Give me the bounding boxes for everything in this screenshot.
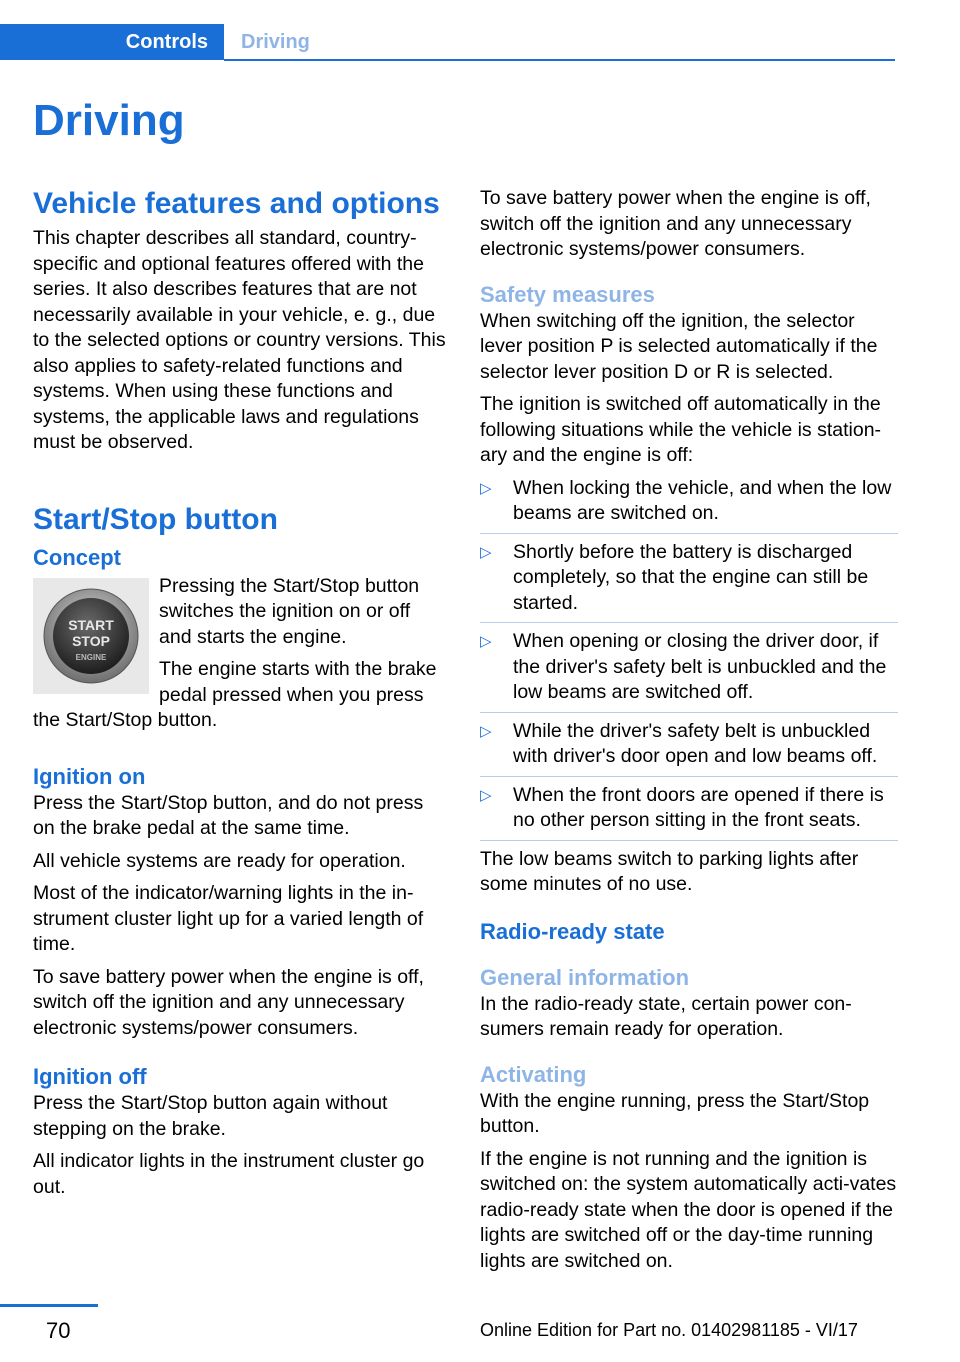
bullet-list — [480, 476, 898, 841]
paragraph: Press the Start/Stop button again without stepping on the brake. — [33, 1092, 388, 1140]
section-heading-start-stop: Start/Stop button — [33, 502, 278, 536]
svg-text:ENGINE: ENGINE — [75, 652, 107, 662]
paragraph: In the radio-ready state, certain power con-sumers remain ready for operation. — [480, 992, 852, 1040]
page-number: 70 — [46, 1318, 71, 1343]
paragraph: If the engine is not running and the ignition is switched on: the system automatically acti-vates radio-ready state when the door is opened if the lights are switched off or the day-time running lights are switched on. — [480, 1147, 897, 1272]
paragraph: Most of the indicator/warning lights in the in-strument cluster light up for a varied length of time. — [33, 882, 424, 955]
page-title: Driving — [33, 96, 185, 145]
subheading-activating: Activating — [480, 1061, 587, 1087]
right-column — [480, 186, 898, 1281]
subheading-concept: Concept — [33, 544, 121, 570]
paragraph: With the engine running, press the Start/Stop button. — [480, 1089, 870, 1137]
header-bar — [0, 24, 895, 62]
triangle-bullet-icon: ▷ — [480, 786, 492, 804]
paragraph: The ignition is switched off automatically in the following situations while the vehicle is station-ary and the engine is off: — [480, 393, 882, 466]
svg-text:STOP: STOP — [72, 632, 110, 649]
list-item: ▷ When the front doors are opened if there is no other person sitting in the front seats. — [480, 783, 898, 841]
subheading-radio-ready: Radio-ready state — [480, 918, 665, 944]
triangle-bullet-icon: ▷ — [480, 633, 492, 650]
triangle-bullet-icon: ▷ — [480, 543, 492, 561]
paragraph: This chapter describes all standard, country-specific and optional features offered with the series. It also describes features that are not necessarily available in your vehicle, e. g., due to the selected options or country versions. This also applies to safety-related functions and systems. When using these functions and systems, the applicable laws and regulations must be observed. — [33, 227, 446, 453]
svg-text:START: START — [68, 616, 114, 633]
subheading-ignition-on: Ignition on — [33, 763, 146, 789]
paragraph: Pressing the Start/Stop button switches the ignition on or off and starts the engine. — [159, 574, 420, 648]
triangle-bullet-icon: ▷ — [480, 479, 492, 497]
paragraph: To save battery power when the engine is off, switch off the ignition and any unnecessary electronic systems/power consumers. — [33, 965, 424, 1039]
concept-block — [33, 574, 448, 741]
paragraph: When switching off the ignition, the selector lever position P is selected automatically if the selector lever position D or R is selected. — [480, 309, 878, 383]
list-item: ▷ While the driver's safety belt is unbuckled with driver's door open and low beams off. — [480, 719, 898, 777]
header-divider — [224, 59, 895, 61]
paragraph: The engine starts with the brake pedal pressed when you press the Start/Stop button. — [33, 658, 437, 731]
triangle-bullet-icon: ▷ — [480, 722, 492, 740]
tab-driving[interactable]: Driving — [241, 30, 310, 53]
section-heading-vehicle-features: Vehicle features and options — [33, 187, 440, 220]
subheading-ignition-off: Ignition off — [33, 1064, 147, 1089]
start-stop-button-image — [33, 578, 149, 694]
subheading-safety-measures: Safety measures — [480, 281, 655, 307]
list-item: ▷ Shortly before the battery is discharged completely, so that the engine can still be started. — [480, 540, 898, 624]
subheading-general-information: General information — [480, 964, 690, 990]
paragraph: Press the Start/Stop button, and do not press on the brake pedal at the same time. — [33, 791, 424, 839]
edition-text: Online Edition for Part no. 01402981185 - VI/17 — [480, 1320, 858, 1340]
paragraph: To save battery power when the engine is off, switch off the ignition and any unnecessary electronic systems/power consumers. — [480, 187, 871, 260]
paragraph: All vehicle systems are ready for operation. — [33, 849, 406, 872]
list-item: ▷ When opening or closing the driver door, if the driver's safety belt is unbuckled and the low beams are switched off. — [480, 629, 898, 713]
list-item: ▷ When locking the vehicle, and when the low beams are switched on. — [480, 476, 898, 534]
paragraph: All indicator lights in the instrument cluster go out. — [33, 1150, 425, 1198]
footer-divider — [0, 1304, 98, 1307]
left-column — [33, 186, 448, 1207]
tab-controls[interactable]: Controls — [0, 24, 224, 60]
start-stop-button-icon — [41, 586, 141, 686]
paragraph: The low beams switch to parking lights after some minutes of no use. — [480, 847, 859, 895]
